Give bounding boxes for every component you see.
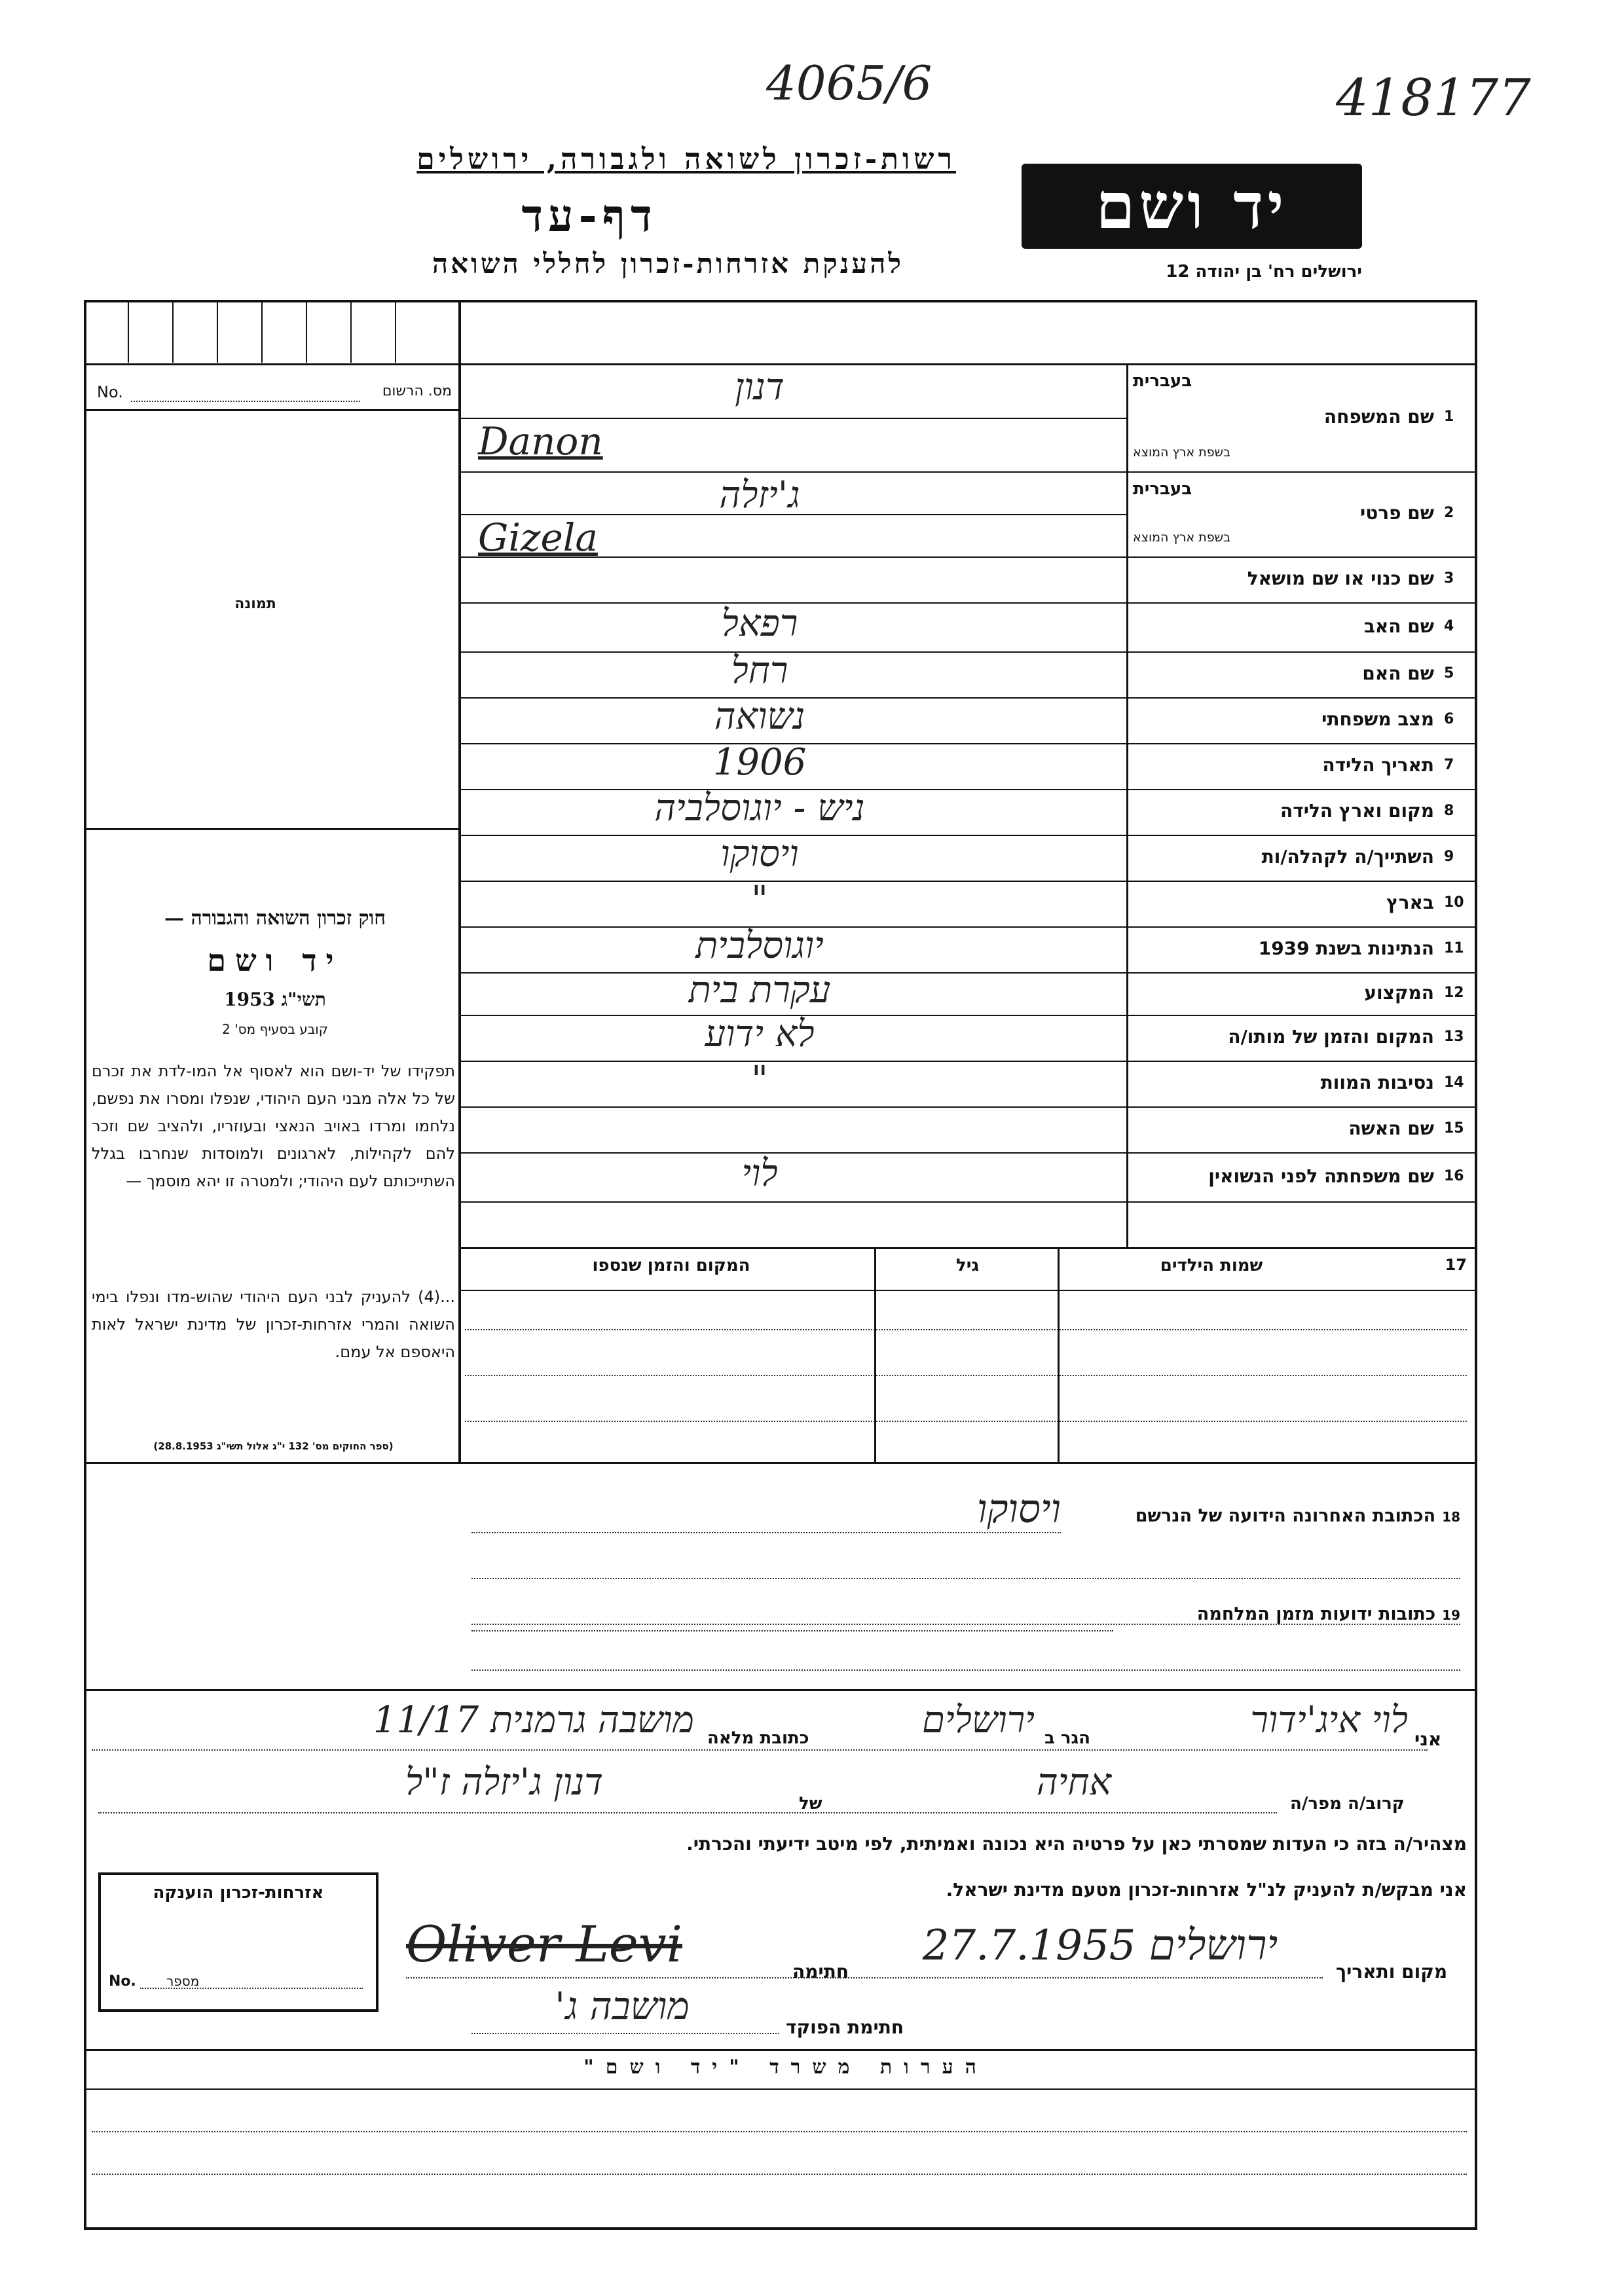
address: ירושלים רח' בן יהודה 12	[1166, 262, 1362, 282]
archive-number-right: 418177	[1336, 69, 1531, 128]
no-label: No.	[97, 383, 123, 401]
logo-text: יד ושם	[1096, 169, 1288, 243]
field-8-value: ניש - יוגוסלביה	[654, 787, 865, 829]
form-subtitle: להענקת אזרחות-זכרון לחללי השואה	[432, 247, 904, 280]
field-2-sub-hebrew: בעברית	[1133, 479, 1192, 499]
field-7-number: 7	[1444, 757, 1454, 773]
field-19-text: כתובות ידועות מזמן המלחמה	[1196, 1604, 1436, 1624]
logo	[1022, 164, 1362, 249]
field-2-value: ג'יזלה	[719, 474, 800, 517]
reg-label: מס. הרשום	[382, 383, 452, 399]
field-4-number: 4	[1444, 617, 1454, 634]
field-8-number: 8	[1444, 803, 1454, 819]
field-18-text: הכתובת האחרונה הידועה של הנרשם	[1135, 1506, 1436, 1526]
field-8-label: מקום וארץ הלידה	[1280, 800, 1434, 822]
field-11-label: הנתינות בשנת 1939	[1258, 938, 1434, 959]
field-12-number: 12	[1444, 984, 1464, 1001]
field-2-value-latin: Gizela	[478, 515, 598, 560]
field-4-label: שם האב	[1363, 615, 1434, 637]
field-1-label: שם המשפחה	[1323, 405, 1434, 428]
citizenship-box	[98, 1872, 378, 2012]
decl-full-address: כתובת מלאה	[707, 1728, 809, 1748]
decl-statement-1: מצהיר/ה בזה כי העדות שמסרתי כאן על פרטיה היא נכונה ואמיתית, לפי מיטב ידיעתי והכרתי.	[686, 1833, 1467, 1855]
field-19-number: 19	[1442, 1607, 1460, 1623]
citizenship-box-no: No.	[109, 1973, 136, 1990]
field-2-sub-origin: בשפת ארץ המוצא	[1133, 530, 1231, 545]
field-1-sub-origin: בשפת ארץ המוצא	[1133, 445, 1231, 460]
field-11-number: 11	[1444, 940, 1464, 957]
field-3-number: 3	[1444, 570, 1454, 587]
field-12-value: עקרת בית	[688, 968, 831, 1011]
children-col-names: שמות הילדים	[1160, 1256, 1263, 1275]
law-year: תשי"ג 1953	[224, 989, 326, 1010]
field-6-value: נשואה	[714, 695, 805, 738]
field-15-number: 15	[1444, 1120, 1464, 1137]
field-1-value-latin: Danon	[478, 418, 603, 464]
field-9-value: ויסוקו	[720, 833, 799, 875]
remarks-title: הערות משרד "יד ושם"	[583, 2056, 988, 2079]
field-7-label: תאריך הלידה	[1322, 754, 1434, 776]
decl-signature: Oliver Levi	[406, 1915, 683, 1973]
field-13-label: המקום והזמן של מותו/ה	[1228, 1026, 1434, 1048]
decl-of: של	[799, 1794, 822, 1813]
decl-city: ירושלים	[922, 1699, 1035, 1741]
field-3-label: שם כנוי או שם מושאל	[1247, 568, 1434, 589]
decl-officer-label: חתימת הפוקד	[786, 2016, 904, 2038]
field-9-label: השתייך/ה לקהלה/ות	[1261, 846, 1434, 867]
decl-signature-label: חתימה	[792, 1961, 849, 1982]
field-18-value: ויסוקו	[976, 1486, 1061, 1532]
field-2-label: שם פרטי	[1359, 502, 1434, 524]
field-18-label	[1074, 1506, 1460, 1526]
decl-place-date: ירושלים 27.7.1955	[922, 1922, 1278, 1970]
field-9-number: 9	[1444, 848, 1454, 865]
field-11-value: יוגוסלבית	[695, 924, 824, 967]
field-15-label: שם האשה	[1348, 1118, 1434, 1139]
photo-label: תמונה	[234, 596, 276, 612]
decl-name: לוי איג'ידור	[1250, 1699, 1408, 1741]
decl-officer: מושבה ג'	[555, 1984, 690, 2028]
decl-lives-in: הגר ב	[1044, 1728, 1091, 1748]
field-5-number: 5	[1444, 665, 1454, 682]
field-10-label: בארץ	[1386, 892, 1434, 913]
law-clause: קובע בסעיף מס' 2	[222, 1021, 328, 1037]
decl-of-name: דנון ג'יזלה ז"ל	[405, 1761, 604, 1804]
decl-address: מושבה גרמנית 11/17	[373, 1699, 694, 1741]
field-7-value: 1906	[712, 741, 807, 784]
decl-relation: אחיה	[1036, 1761, 1112, 1804]
citizenship-box-title: אזרחות-זכרון הוענקה	[153, 1883, 324, 1903]
law-title: חוק זכרון השואה והגבורה —	[164, 907, 386, 930]
children-col-place: המקום והזמן שנספו	[592, 1256, 750, 1275]
field-10-number: 10	[1444, 894, 1464, 911]
field-13-number: 13	[1444, 1029, 1464, 1045]
field-5-value: רחל	[731, 649, 788, 692]
field-2-number: 2	[1444, 505, 1454, 521]
field-1-value: דנון	[735, 366, 784, 409]
field-12-label: המקצוע	[1364, 981, 1434, 1004]
field-4-value: רפאל	[721, 602, 798, 645]
authority-name: רשות-זכרון לשואה ולגבורה, ירושלים	[416, 143, 956, 176]
decl-ani: אני	[1414, 1728, 1442, 1750]
decl-statement-2: אני מבקש/ת להעניק לנ"ל אזרחות-זכרון מטעם מדינת ישראל.	[946, 1879, 1467, 1901]
law-text: תפקידו של יד-ושם הוא לאסוף אל המו-לדת את זכרם של כל אלה מבני העם היהודי, שנפלו ומסרו את נפשם, נלחמו ומרדו באויב הנאצי ובעוזריו, ולהציב שם וזכר להם לקהילות, לארגונים ולמוסדות שנחרבו בגלל השתייכותם לעם היהודי; ולמטרה זו יהא מוסמך —	[92, 1062, 455, 1190]
field-1-number: 1	[1444, 408, 1454, 425]
field-16-value: לוי	[741, 1152, 778, 1195]
law-text-2: ...(4) להעניק לבני העם היהודי שהוש-מדו ונפלו בימי השואה והמרי אזרחות-זכרון של מדינת ישראל לאות היאספם אל עמם.	[92, 1288, 455, 1361]
children-col-age: גיל	[955, 1256, 979, 1275]
registration-boxes	[88, 302, 455, 363]
field-19-label	[1074, 1604, 1460, 1624]
form-title: דף-עד	[521, 190, 657, 242]
field-14-value: "	[751, 1059, 768, 1101]
citizenship-box-number-label: מספר	[166, 1973, 200, 1989]
law-name: יד ושם	[207, 943, 343, 978]
decl-place-date-label: מקום ותאריך	[1336, 1961, 1448, 1982]
field-14-label: נסיבות המוות	[1320, 1072, 1434, 1093]
field-16-number: 16	[1444, 1167, 1464, 1184]
field-1-sub-hebrew: בעברית	[1133, 371, 1192, 391]
field-6-label: מצב משפחתי	[1321, 708, 1434, 730]
law-ref: (ספר החוקים מס' 132 י"ג אלול תשי"ג 28.8.1953)	[153, 1440, 394, 1452]
field-18-number: 18	[1442, 1509, 1460, 1525]
field-6-number: 6	[1444, 711, 1454, 727]
field-16-label: שם משפחתה לפני הנשואין	[1208, 1165, 1434, 1187]
field-5-label: שם האם	[1362, 663, 1434, 684]
field-13-value: לא ידוע	[705, 1013, 815, 1055]
archive-number-left: 4065/6	[766, 56, 932, 111]
field-14-number: 14	[1444, 1074, 1464, 1091]
field-10-value: "	[751, 879, 768, 921]
field-17-number: 17	[1445, 1256, 1467, 1274]
decl-relative: קרוב/ה מפר/ה	[1290, 1794, 1405, 1813]
